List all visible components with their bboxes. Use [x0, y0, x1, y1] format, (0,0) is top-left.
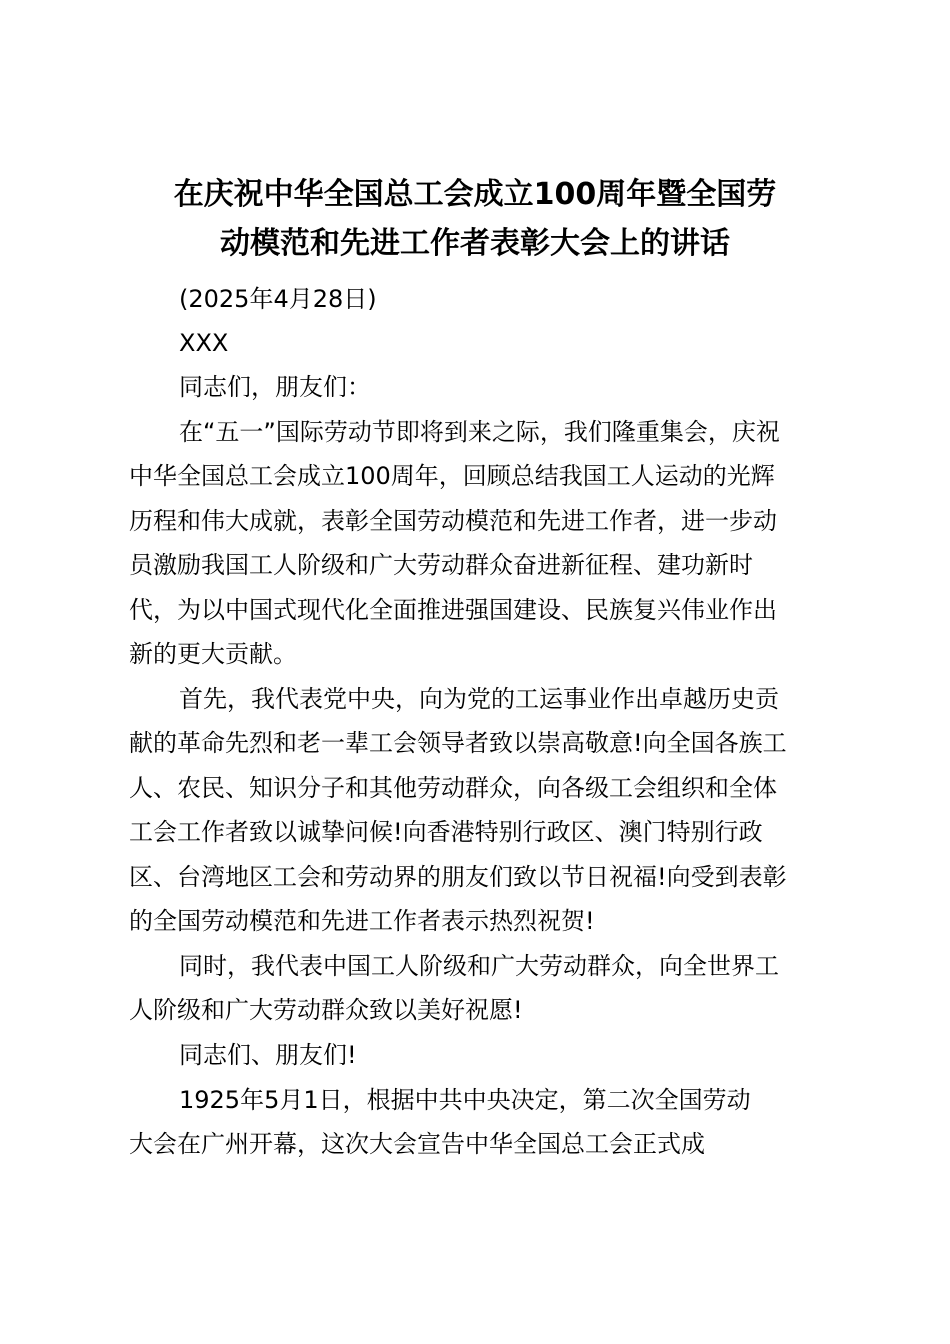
speech-date: (2025年4月28日): [179, 285, 377, 313]
paragraph-1-line-3: 历程和伟大成就，表彰全国劳动模范和先进工作者，进一步动: [129, 507, 777, 535]
paragraph-2-line-1: 首先，我代表党中央，向为党的工运事业作出卓越历史贡: [179, 685, 779, 713]
paragraph-2-line-4: 工会工作者致以诚挚问候!向香港特别行政区、澳门特别行政: [129, 818, 763, 846]
paragraph-5-line-2: 大会在广州开幕，这次大会宣告中华全国总工会正式成: [129, 1130, 705, 1158]
paragraph-2-line-6: 的全国劳动模范和先进工作者表示热烈祝贺!: [129, 907, 595, 935]
paragraph-2-line-3: 人、农民、知识分子和其他劳动群众，向各级工会组织和全体: [129, 774, 777, 802]
speaker-name: XXX: [179, 329, 229, 357]
paragraph-1-line-4: 员激励我国工人阶级和广大劳动群众奋进新征程、建功新时: [129, 551, 753, 579]
paragraph-5-line-1: 1925年5月1日，根据中共中央决定，第二次全国劳动: [179, 1086, 751, 1114]
document-title-line-1: 在庆祝中华全国总工会成立100周年暨全国劳: [173, 177, 777, 212]
paragraph-1-line-5: 代，为以中国式现代化全面推进强国建设、民族复兴伟业作出: [129, 596, 777, 624]
paragraph-2-line-2: 献的革命先烈和老一辈工会领导者致以崇高敬意!向全国各族工: [129, 729, 787, 757]
paragraph-1-line-6: 新的更大贡献。: [129, 640, 297, 668]
paragraph-3-line-2: 人阶级和广大劳动群众致以美好祝愿!: [129, 996, 523, 1024]
paragraph-3-line-1: 同时，我代表中国工人阶级和广大劳动群众，向全世界工: [179, 952, 779, 980]
salutation: 同志们，朋友们：: [179, 373, 371, 401]
paragraph-1-line-1: 在“五一”国际劳动节即将到来之际，我们隆重集会，庆祝: [179, 418, 780, 446]
paragraph-4-line-1: 同志们、朋友们!: [179, 1041, 357, 1069]
paragraph-2-line-5: 区、台湾地区工会和劳动界的朋友们致以节日祝福!向受到表彰: [129, 863, 787, 891]
paragraph-1-line-2: 中华全国总工会成立100周年，回顾总结我国工人运动的光辉: [129, 462, 775, 490]
document-title-line-2: 动模范和先进工作者表彰大会上的讲话: [220, 226, 730, 261]
